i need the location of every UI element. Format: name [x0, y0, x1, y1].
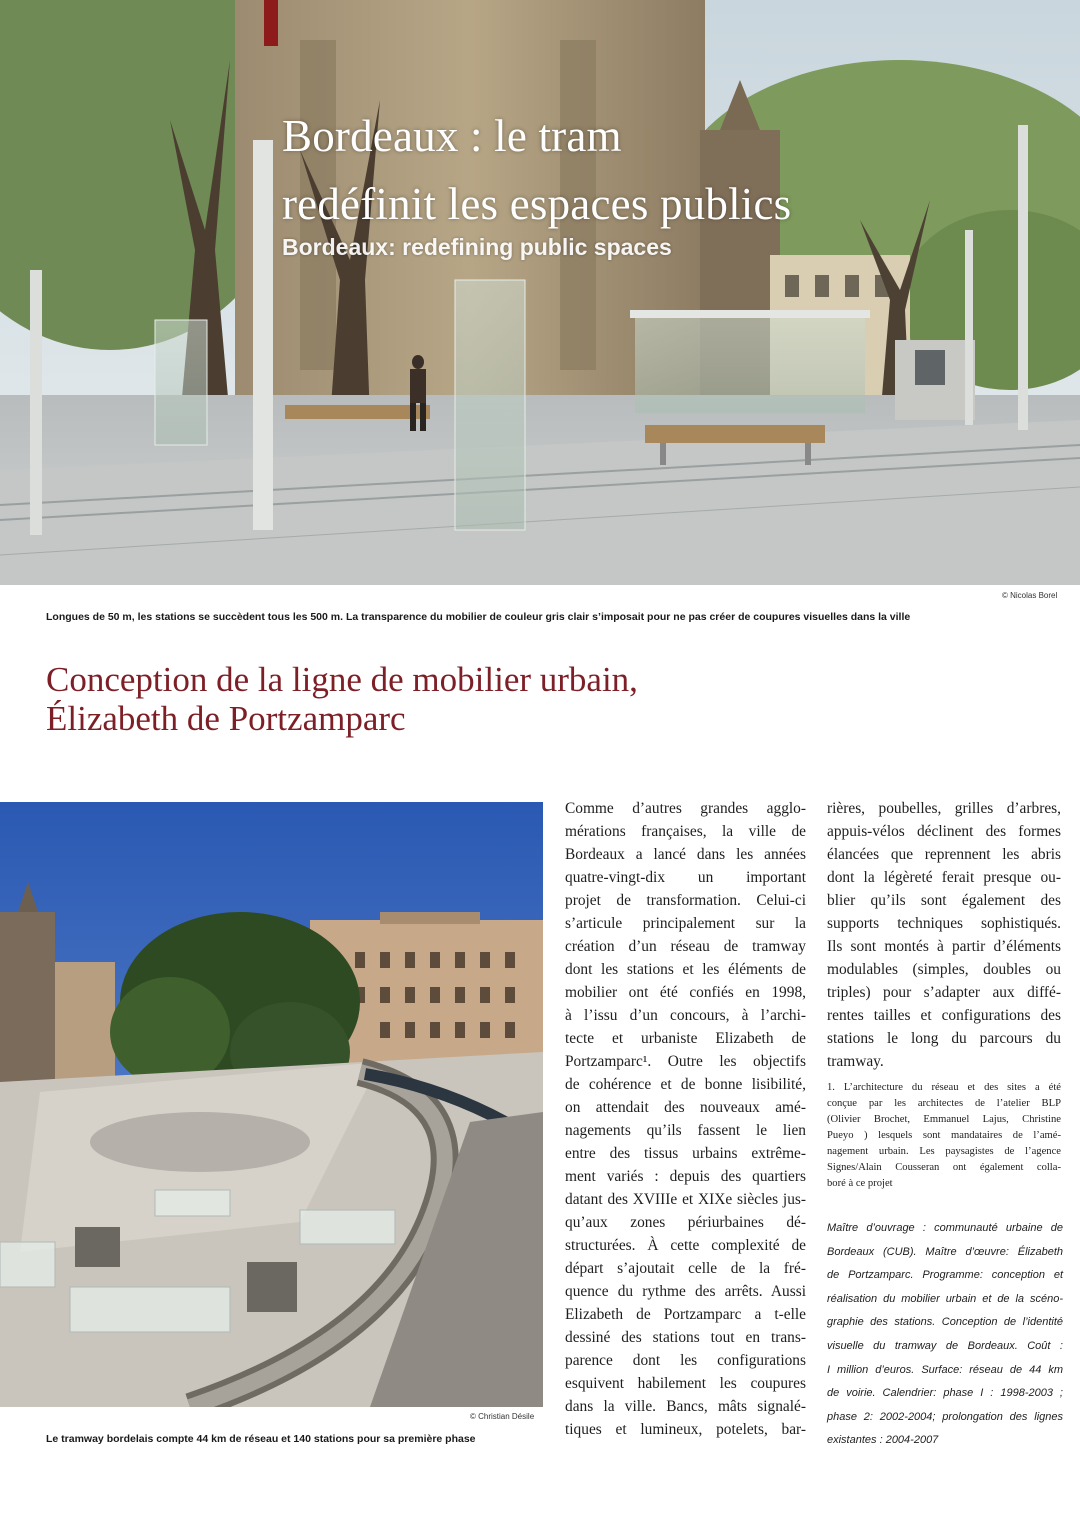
footnote-line: conçue par les architectes de l’atelier BLP	[827, 1098, 1061, 1109]
body-line: on attendait des nouveaux amé-	[565, 1099, 806, 1116]
body-line: dont la légèreté ferait presque ou-	[827, 869, 1061, 886]
red-section-tab	[264, 0, 278, 46]
body-line: dessiné des stations tout en trans-	[565, 1329, 806, 1346]
body-line: blier qu’ils sont également des	[827, 892, 1061, 909]
hero-photo-illustration	[0, 0, 1080, 585]
body-line: rières, poubelles, grilles d’arbres,	[827, 800, 1061, 817]
body-line: à l’issu d’un concours, à l’archi-	[565, 1007, 806, 1024]
hero-title-line2: redéfinit les espaces publics	[282, 179, 792, 229]
body-line: entre des tissus urbains extrême-	[565, 1145, 806, 1162]
body-line: quatre-vingt-dix un important	[565, 869, 806, 886]
body-line: stations le long du parcours du	[827, 1030, 1061, 1047]
credits-line: I million d’euros. Surface: réseau de 44 km	[827, 1363, 1063, 1376]
body-line: projet de transformation. Celui-ci	[565, 892, 806, 909]
article-title-line1: Conception de la ligne de mobilier urbain,	[46, 660, 638, 699]
body-line: dont les stations et les éléments de	[565, 961, 806, 978]
photo2-credit: © Christian Désile	[470, 1412, 535, 1421]
body-line: s’articule principalement sur la	[565, 915, 806, 932]
footnote-line: boré à ce projet	[827, 1178, 893, 1189]
project-credits	[827, 1217, 1063, 1453]
article-body-column-2	[827, 797, 1061, 1073]
hero-subtitle: Bordeaux: redefining public spaces	[282, 234, 672, 260]
body-line: dans la ville. Bancs, mâts signalé-	[565, 1398, 806, 1415]
body-line: Portzamparc¹. Outre les objectifs	[565, 1053, 806, 1070]
body-line: rentes tailles et configurations des	[827, 1007, 1061, 1024]
body-line: mobilier ont été confiés en 1998,	[565, 984, 806, 1001]
body-line: élancées que reprennent les abris	[827, 846, 1061, 863]
body-line: Comme d’autres grandes agglo-	[565, 800, 806, 817]
body-line: nagements qu’ils fassent le lien	[565, 1122, 806, 1139]
footnote	[827, 1080, 1061, 1192]
footnote-line: (Olivier Brochet, Emmanuel Lajus, Christine	[827, 1114, 1061, 1125]
body-line: datant des XVIIIe et XIXe siècles jus-	[565, 1191, 806, 1208]
body-line: quence du rythme des arrêts. Aussi	[565, 1283, 806, 1300]
credits-line: de voirie. Calendrier: phase I : 1998-2003 ;	[827, 1387, 1063, 1400]
credits-line: phase 2: 2002-2004; prolongation des lignes	[827, 1410, 1063, 1423]
hero-title	[282, 102, 791, 238]
hero-photo	[0, 0, 1080, 585]
body-line: création d’un réseau de tramway	[565, 938, 806, 955]
credits-line: réalisation du mobilier urbain et de la scéno-	[827, 1292, 1063, 1305]
body-line: triples) pour s’adapter aux diffé-	[827, 984, 1061, 1001]
footnote-line: Signes/Alain Cousseran ont également colla-	[827, 1162, 1061, 1173]
credits-line: de Portzamparc. Programme: conception et	[827, 1269, 1063, 1282]
body-line: structurées. À cette complexité de	[565, 1237, 806, 1254]
body-line: supports techniques sophistiqués.	[827, 915, 1061, 932]
credits-line: existantes : 2004-2007	[827, 1434, 939, 1447]
body-line: mérations françaises, la ville de	[565, 823, 806, 840]
body-line: tiques et lumineux, potelets, bar-	[565, 1421, 806, 1438]
hero-caption: Longues de 50 m, les stations se succèdent tous les 500 m. La transparence du mobilier de couleur gris clair s’imposait pour ne pas créer de coupures visuelles dans la ville	[46, 611, 911, 623]
body-line: tramway.	[827, 1053, 884, 1070]
footnote-line: nagement urbain. Les paysagistes de l’agence	[827, 1146, 1061, 1157]
credits-line: Bordeaux (CUB). Maître d’œuvre: Élizabeth	[827, 1245, 1063, 1258]
photo2-caption: Le tramway bordelais compte 44 km de réseau et 140 stations pour sa première phase	[46, 1433, 476, 1445]
hero-title-line1: Bordeaux : le tram	[282, 111, 622, 161]
credits-line: graphie des stations. Conception de l’identité	[827, 1316, 1063, 1329]
body-line: de cohérence et de bonne lisibilité,	[565, 1076, 806, 1093]
body-line: Ils sont montés à partir d’éléments	[827, 938, 1061, 955]
article-title	[46, 660, 846, 738]
credits-line: Maître d’ouvrage : communauté urbaine de	[827, 1222, 1063, 1234]
footnote-line: Pueyo ) lesquels sont mandataires de l’amé-	[827, 1130, 1061, 1141]
body-line: modulables (simples, doubles ou	[827, 961, 1061, 978]
body-line: ment variés : depuis des quartiers	[565, 1168, 806, 1185]
footnote-line: 1. L’architecture du réseau et des sites a été	[827, 1082, 1061, 1093]
body-line: tecte et urbaniste Elizabeth de	[565, 1030, 806, 1047]
credits-line: visuelle du tramway de Bordeaux. Coût :	[827, 1339, 1063, 1352]
body-line: esquivent habilement les coupures	[565, 1375, 806, 1392]
body-line: Bordeaux a lancé dans les années	[565, 846, 806, 863]
body-line: Elizabeth de Portzamparc a t-elle	[565, 1306, 806, 1323]
article-body-column-1	[565, 797, 806, 1441]
tramway-aerial-photo	[0, 802, 543, 1407]
article-title-line2: Élizabeth de Portzamparc	[46, 699, 406, 738]
tramway-aerial-illustration	[0, 802, 543, 1407]
body-line: qu’aux zones périurbaines dé-	[565, 1214, 806, 1231]
hero-photo-credit: © Nicolas Borel	[1002, 591, 1058, 600]
body-line: parence dont les configurations	[565, 1352, 806, 1369]
body-line: départ s’ajoutait celle de la fré-	[565, 1260, 806, 1277]
body-line: appuis-vélos déclinent des formes	[827, 823, 1061, 840]
